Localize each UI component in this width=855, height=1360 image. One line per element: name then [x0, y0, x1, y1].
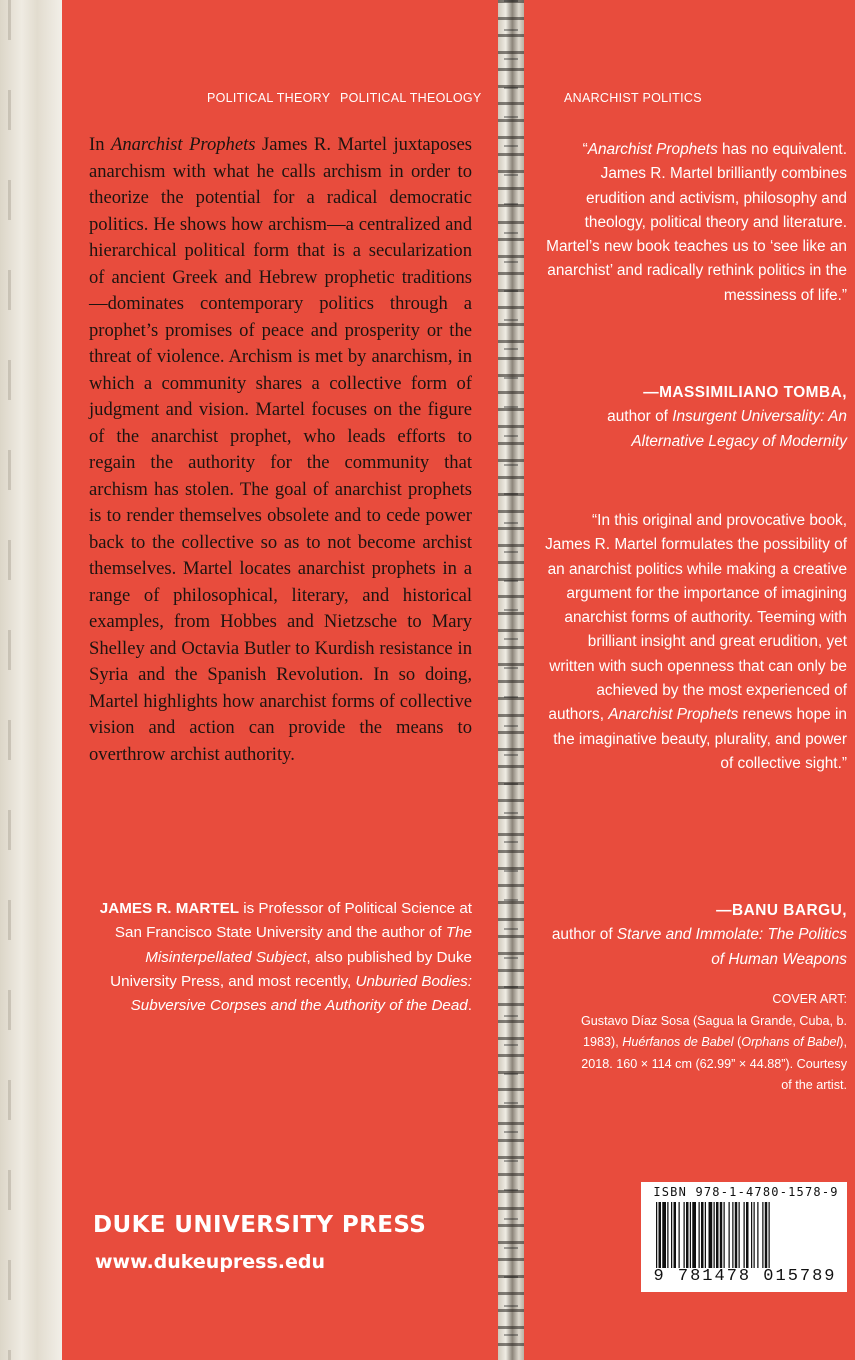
blurb-tomba: “Anarchist Prophets has no equivalent. James R. Martel brilliantly combines erudition and activism, philosophy and theology, political theory and literature. Martel’s new book teaches us to ‘see like an anarchist’ and radically rethink politics in the messiness of life.”: [546, 141, 847, 304]
isbn-label: ISBN 978-1-4780-1578-9: [653, 1185, 839, 1199]
cover-art-strip-left: [0, 0, 62, 1360]
author-name: JAMES R. MARTEL: [99, 900, 240, 917]
cover-art-credit: COVER ART: Gustavo Díaz Sosa (Sagua la Grande, Cuba, b. 1983), Huérfanos de Babel (Orphans of Babel), 2018. 160 × 114 cm (62.99” × 44.88”). Courtesy of the artist.: [580, 992, 847, 1092]
barcode-number: 9 781478 015789: [653, 1267, 837, 1286]
isbn-barcode: [641, 1182, 847, 1292]
blurb-bargu: “In this original and provocative book, James R. Martel formulates the possibility of an anarchist politics while making a creative argument for the importance of imagining anarchist forms of authority. Teeming with brilliant insight and great erudition, yet written with such openness that can only be achieved by the most experienced of authors, Anarchist Prophets renews hope in the imaginative beauty, plurality, and power of collective sight.”: [545, 512, 847, 772]
category-anarchist-politics: ANARCHIST POLITICS: [564, 91, 702, 105]
category-political-theology: POLITICAL THEOLOGY: [340, 91, 482, 105]
blurb-bargu-attribution: —BANU BARGU, author of Starve and Immolate: The Politics of Human Weapons: [551, 902, 847, 968]
author-bio: JAMES R. MARTEL is Professor of Political Science at San Francisco State University and the author of The Misinterpellated Subject, also published by Duke University Press, and most recently, Unburied Bodies: Subversive Corpses and the Authority of the Dead.: [99, 900, 472, 1015]
book-description: In Anarchist Prophets James R. Martel juxtaposes anarchism with what he calls archism in order to theorize the potential for a radical democratic politics. He shows how archism—a centralized and hierarchical political form that is a secularization of ancient Greek and Hebrew prophetic traditions—dominates contemporary politics through a prophet’s promises of peace and prosperity or the threat of violence. Archism is met by anarchism, in which a community shares a collective form of judgment and vision. Martel focuses on the figure of the anarchist prophet, who leads efforts to regain the authority for the community that archism has stolen. The goal of anarchist prophets is to render themselves obsolete and to cede power back to the collective so as to not become archist themselves. Martel locates anarchist prophets in a range of philosophical, literary, and historical examples, from Hobbes and Nietzsche to Mary Shelley and Octavia Butler to Kurdish resistance in Syria and the Spanish Revolution. In so doing, Martel highlights how anarchist forms of collective vision and action can provide the means to overthrow archist authority.: [89, 134, 472, 765]
book-title: Anarchist Prophets: [110, 134, 256, 155]
publisher-name: DUKE UNIVERSITY PRESS: [93, 1212, 427, 1238]
barcode-bars-icon: [656, 1202, 836, 1268]
publisher-url: www.dukeupress.edu: [95, 1251, 326, 1273]
category-political-theory: POLITICAL THEORY: [207, 91, 331, 105]
blurb-tomba-attribution: —MASSIMILIANO TOMBA, author of Insurgent Universality: An Alternative Legacy of Modernity: [607, 384, 847, 450]
spine-art-strip: [498, 0, 524, 1360]
